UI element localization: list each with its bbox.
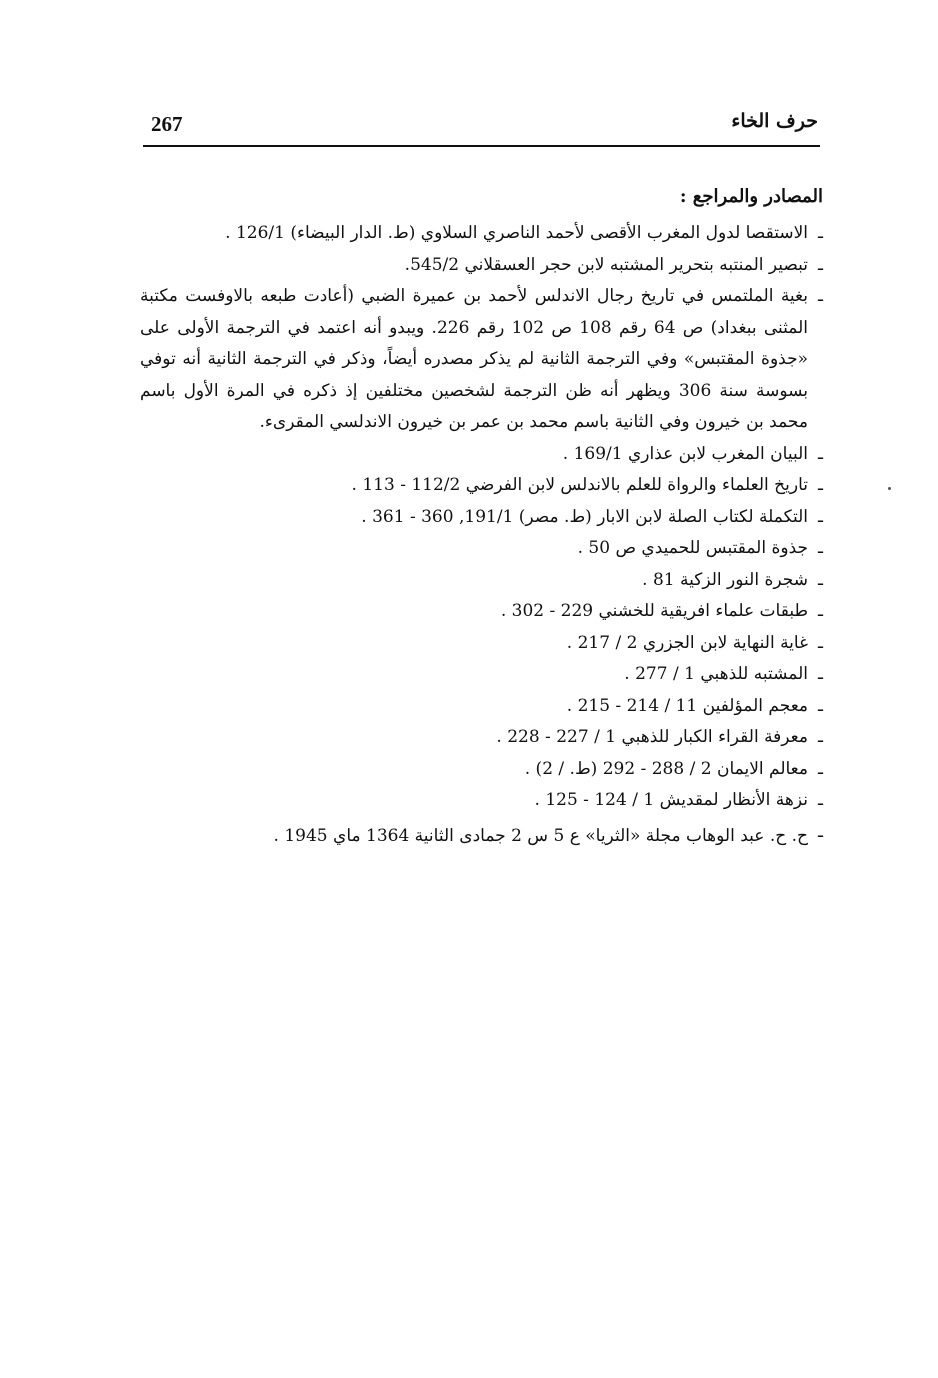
author-note: ـ ح. ح. عبد الوهاب مجلة «الثريا» ع 5 س 2 جمادى الثانية 1364 ماي 1945 . xyxy=(140,817,823,853)
header-rule xyxy=(143,145,820,147)
reference-item: ـ التكملة لكتاب الصلة لابن الابار (ط. مصر) 191/1, 360 - 361 . xyxy=(140,502,823,534)
reference-item: ـ معرفة القراء الكبار للذهبي 1 / 227 - 228 . xyxy=(140,722,823,754)
chapter-title: حرف الخاء xyxy=(731,110,818,132)
sources-heading: المصادر والمراجع : xyxy=(679,186,823,207)
reference-item: ـ غاية النهاية لابن الجزري 2 / 217 . xyxy=(140,628,823,660)
reference-item: ـ نزهة الأنظار لمقديش 1 / 124 - 125 . xyxy=(140,785,823,817)
reference-item: ـ شجرة النور الزكية 81 . xyxy=(140,565,823,597)
margin-dot xyxy=(888,487,891,490)
reference-item: ـ معالم الايمان 2 / 288 - 292 (ط. / 2) . xyxy=(140,754,823,786)
reference-item: ـ تاريخ العلماء والرواة للعلم بالاندلس لابن الفرضي 112/2 - 113 . xyxy=(140,470,823,502)
references-list xyxy=(140,218,823,852)
reference-item: ـ البيان المغرب لابن عذاري 169/1 . xyxy=(140,439,823,471)
reference-item: ـ بغية الملتمس في تاريخ رجال الاندلس لأحمد بن عميرة الضبي (أعادت طبعه بالاوفست مكتبة المثنى ببغداد) ص 64 رقم 108 ص 102 رقم 226. ويبدو أنه اعتمد في الترجمة الأولى على «جذوة المقتبس» وفي الترجمة الثانية لم يذكر مصدره أيضاً، وذكر في الترجمة الثانية أنه توفي بسوسة سنة 306 ويظهر أنه ظن الترجمة لشخصين مختلفين إذ ذكره في المرة الأول باسم محمد بن خيرون وفي الثانية باسم محمد بن عمر بن خيرون الاندلسي المقرىء. xyxy=(140,281,823,439)
running-head xyxy=(143,108,820,142)
page-number: 267 xyxy=(151,112,183,136)
reference-item: ـ الاستقصا لدول المغرب الأقصى لأحمد الناصري السلاوي (ط. الدار البيضاء) 126/1 . xyxy=(140,218,823,250)
reference-item: ـ جذوة المقتبس للحميدي ص 50 . xyxy=(140,533,823,565)
reference-item: ـ تبصير المنتبه بتحرير المشتبه لابن حجر العسقلاني 545/2. xyxy=(140,250,823,282)
reference-item: ـ طبقات علماء افريقية للخشني 229 - 302 . xyxy=(140,596,823,628)
reference-item: ـ معجم المؤلفين 11 / 214 - 215 . xyxy=(140,691,823,723)
sources-section xyxy=(140,180,823,852)
reference-item: ـ المشتبه للذهبي 1 / 277 . xyxy=(140,659,823,691)
